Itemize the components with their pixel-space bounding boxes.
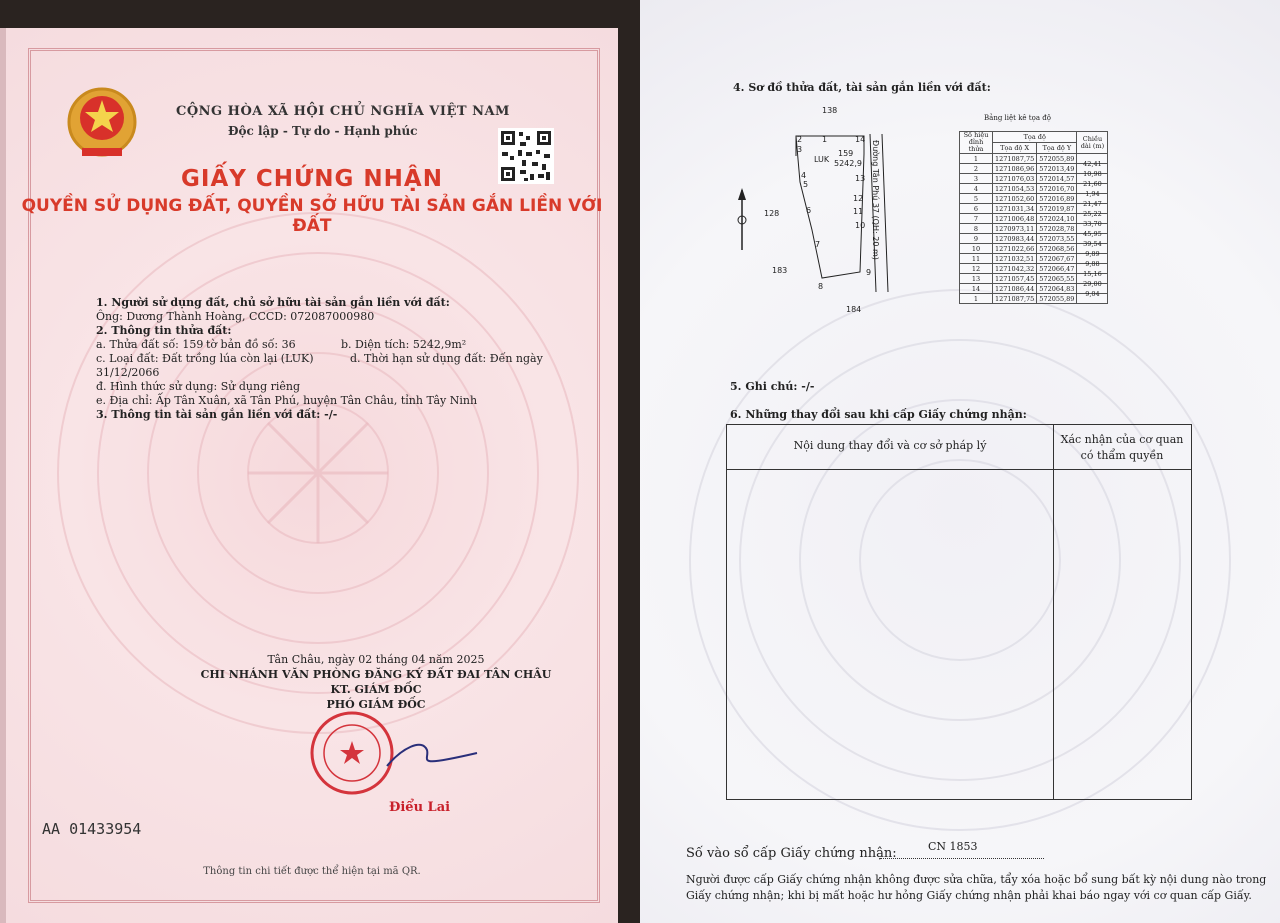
- segment-length: 9,89: [1085, 249, 1100, 258]
- cell-y: 572055,89: [1037, 154, 1077, 164]
- cell-point: 5: [960, 194, 993, 204]
- cell-y: 572014,57: [1037, 174, 1077, 184]
- changes-col-confirm-line2: có thẩm quyền: [1080, 449, 1164, 462]
- warning-line-2: Giấy chứng nhận; khi bị mất hoặc hư hỏng Giấy chứng nhận phải khai báo ngay với cơ quan cấp Giấy.: [686, 889, 1252, 902]
- cell-x: 1271032,51: [993, 254, 1037, 264]
- cell-x: 1271022,66: [993, 244, 1037, 254]
- changes-table: [726, 424, 1192, 800]
- cell-x: 1271086,44: [993, 284, 1037, 294]
- usage-term-date: 31/12/2066: [96, 366, 160, 379]
- cell-point: 2: [960, 164, 993, 174]
- section-1-heading: 1. Người sử dụng đất, chủ sở hữu tài sản gắn liền với đất:: [96, 296, 450, 309]
- official-seal-and-signature: [302, 708, 482, 798]
- cell-point: 4: [960, 184, 993, 194]
- book-entry-line: [880, 858, 1044, 859]
- segment-length: 25,22: [1083, 209, 1102, 218]
- national-motto: Độc lập - Tự do - Hạnh phúc: [228, 124, 418, 138]
- cell-x: 1270983,44: [993, 234, 1037, 244]
- cell-x: 1271087,75: [993, 154, 1037, 164]
- issuing-agency: CHI NHÁNH VĂN PHÒNG ĐĂNG KÝ ĐẤT ĐAI TÂN CHÂU: [200, 668, 552, 681]
- vertex-label: 1: [822, 135, 828, 144]
- cell-x: 1271057,45: [993, 274, 1037, 284]
- cell-y: 572064,83: [1037, 284, 1077, 294]
- coordinate-table: [959, 131, 1108, 304]
- cell-point: 13: [960, 274, 993, 284]
- vertex-label: 9: [866, 268, 872, 277]
- segment-length: 9,04: [1085, 289, 1100, 298]
- section-6-heading: 6. Những thay đổi sau khi cấp Giấy chứng nhận:: [730, 408, 1027, 421]
- map-sheet-number: tờ bản đồ số: 36: [206, 338, 296, 351]
- cell-y: 572066,47: [1037, 264, 1077, 274]
- parcel-area: b. Diện tích: 5242,9m²: [341, 338, 467, 351]
- warning-line-1: Người được cấp Giấy chứng nhận không được sửa chữa, tẩy xóa hoặc bổ sung bất kỳ nội dung nào trong: [686, 873, 1267, 886]
- cell-x: 1271006,48: [993, 214, 1037, 224]
- signatory-authority: KT. GIÁM ĐỐC: [330, 683, 422, 696]
- vertex-label: 8: [818, 282, 824, 291]
- usage-term: d. Thời hạn sử dụng đất: Đến ngày: [350, 352, 543, 365]
- cell-y: 572073,55: [1037, 234, 1077, 244]
- vertex-label: 6: [806, 206, 812, 215]
- table-row: [960, 154, 1108, 164]
- cell-point: 12: [960, 264, 993, 274]
- section-3-heading: 3. Thông tin tài sản gắn liền với đất: -/-: [96, 408, 338, 421]
- cell-point: 1: [960, 154, 993, 164]
- cell-y: 572055,89: [1037, 294, 1077, 304]
- vertex-label: 13: [855, 174, 866, 183]
- cell-point: 8: [960, 224, 993, 234]
- col-coord: Tọa độ: [993, 132, 1077, 143]
- parcel-area-label: 5242,9: [834, 159, 862, 168]
- section-5-note: 5. Ghi chú: -/-: [730, 380, 815, 393]
- cell-y: 572068,56: [1037, 244, 1077, 254]
- cell-point: 11: [960, 254, 993, 264]
- col-y: Tọa độ Y: [1037, 143, 1077, 154]
- cell-y: 572067,67: [1037, 254, 1077, 264]
- vertex-label: 11: [853, 207, 864, 216]
- land-type: c. Loại đất: Đất trồng lúa còn lại (LUK): [96, 352, 314, 365]
- signatory-title: PHÓ GIÁM ĐỐC: [326, 698, 426, 711]
- cell-x: 1270973,11: [993, 224, 1037, 234]
- signer-name: Điểu Lai: [389, 800, 451, 815]
- segment-length: 10,98: [1083, 169, 1102, 178]
- certificate-title: GIẤY CHỨNG NHẬN: [181, 166, 443, 192]
- north-arrow: [738, 188, 746, 250]
- vertex-label: 10: [855, 221, 866, 230]
- cell-y: 572013,49: [1037, 164, 1077, 174]
- road-label: Đường Tân Phú 37 (QH: 20 m): [871, 140, 880, 260]
- parcel-no-label: 159: [838, 149, 854, 158]
- issue-date: Tân Châu, ngày 02 tháng 04 năm 2025: [267, 653, 485, 666]
- segment-length: 42,41: [1083, 159, 1102, 168]
- cell-point: 7: [960, 214, 993, 224]
- segment-length: 1,94: [1085, 189, 1100, 198]
- cell-y: 572065,55: [1037, 274, 1077, 284]
- cell-y: 572028,78: [1037, 224, 1077, 234]
- segment-length: 21,60: [1083, 179, 1102, 188]
- parcel-address: e. Địa chỉ: Ấp Tân Xuân, xã Tân Phú, huyện Tân Châu, tỉnh Tây Ninh: [96, 394, 478, 407]
- parcel-land-code: LUK: [814, 155, 830, 164]
- coordinate-table-title: Bảng liệt kê tọa độ: [984, 114, 1051, 122]
- cell-y: 572016,89: [1037, 194, 1077, 204]
- serial-number: AA 01433954: [42, 820, 142, 838]
- cell-y: 572024,10: [1037, 214, 1077, 224]
- segment-length: 33,70: [1083, 219, 1102, 228]
- cell-length: [1077, 154, 1108, 168]
- certificate-subtitle: QUYỀN SỬ DỤNG ĐẤT, QUYỀN SỞ HỮU TÀI SẢN GẮN LIỀN VỚI ĐẤT: [21, 196, 603, 236]
- cell-point: 10: [960, 244, 993, 254]
- cell-y: 572016,70: [1037, 184, 1077, 194]
- neighbor-top: 138: [822, 106, 838, 115]
- section-2-heading: 2. Thông tin thửa đất:: [96, 324, 232, 337]
- segment-length: 15,16: [1083, 269, 1102, 278]
- republic-header: CỘNG HÒA XÃ HỘI CHỦ NGHĨA VIỆT NAM: [176, 104, 510, 119]
- usage-form: đ. Hình thức sử dụng: Sử dụng riêng: [96, 380, 301, 393]
- owner-info: Ông: Dương Thành Hoàng, CCCD: 072087000980: [96, 310, 375, 323]
- cell-x: 1271086,96: [993, 164, 1037, 174]
- cell-x: 1271076,03: [993, 174, 1037, 184]
- col-point: Số hiệu đỉnh thửa: [960, 132, 993, 154]
- vertex-label: 14: [855, 135, 866, 144]
- section-4-heading: 4. Sơ đồ thửa đất, tài sản gắn liền với đất:: [733, 81, 991, 94]
- cell-x: 1271031,34: [993, 204, 1037, 214]
- cell-x: 1271054,53: [993, 184, 1037, 194]
- vertex-label: 5: [803, 180, 809, 189]
- vertex-label: 3: [797, 145, 803, 154]
- vertex-label: 12: [853, 194, 864, 203]
- segment-length: 45,95: [1083, 229, 1102, 238]
- segment-length: 21,47: [1083, 199, 1102, 208]
- neighbor-left: 128: [764, 209, 780, 218]
- neighbor-bottom: 184: [846, 305, 862, 314]
- changes-col-content: Nội dung thay đổi và cơ sở pháp lý: [793, 439, 987, 452]
- segment-length: 29,00: [1083, 279, 1102, 288]
- cell-point: 6: [960, 204, 993, 214]
- changes-col-confirm-line1: Xác nhận của cơ quan: [1060, 433, 1184, 446]
- cell-point: 1: [960, 294, 993, 304]
- segment-length: 39,54: [1083, 239, 1102, 248]
- col-length: Chiều dài (m): [1077, 132, 1108, 154]
- qr-note: Thông tin chi tiết được thể hiện tại mã QR.: [203, 866, 421, 877]
- national-emblem: [64, 84, 140, 164]
- book-entry-value: CN 1853: [928, 840, 978, 853]
- cell-point: 3: [960, 174, 993, 184]
- parcel-number: a. Thửa đất số: 159: [96, 338, 204, 351]
- cell-y: 572019,87: [1037, 204, 1077, 214]
- cell-point: 9: [960, 234, 993, 244]
- cell-x: 1271087,75: [993, 294, 1037, 304]
- cell-x: 1271042,32: [993, 264, 1037, 274]
- cell-point: 14: [960, 284, 993, 294]
- book-entry-label: Số vào sổ cấp Giấy chứng nhận:: [686, 846, 897, 861]
- cell-x: 1271052,60: [993, 194, 1037, 204]
- vertex-label: 2: [797, 135, 803, 144]
- segment-length: 9,88: [1085, 259, 1100, 268]
- certificate-front-page: [0, 28, 618, 923]
- vertex-label: 4: [801, 171, 807, 180]
- col-x: Tọa độ X: [993, 143, 1037, 154]
- neighbor-bottom-left: 183: [772, 266, 788, 275]
- vertex-label: 7: [815, 240, 821, 249]
